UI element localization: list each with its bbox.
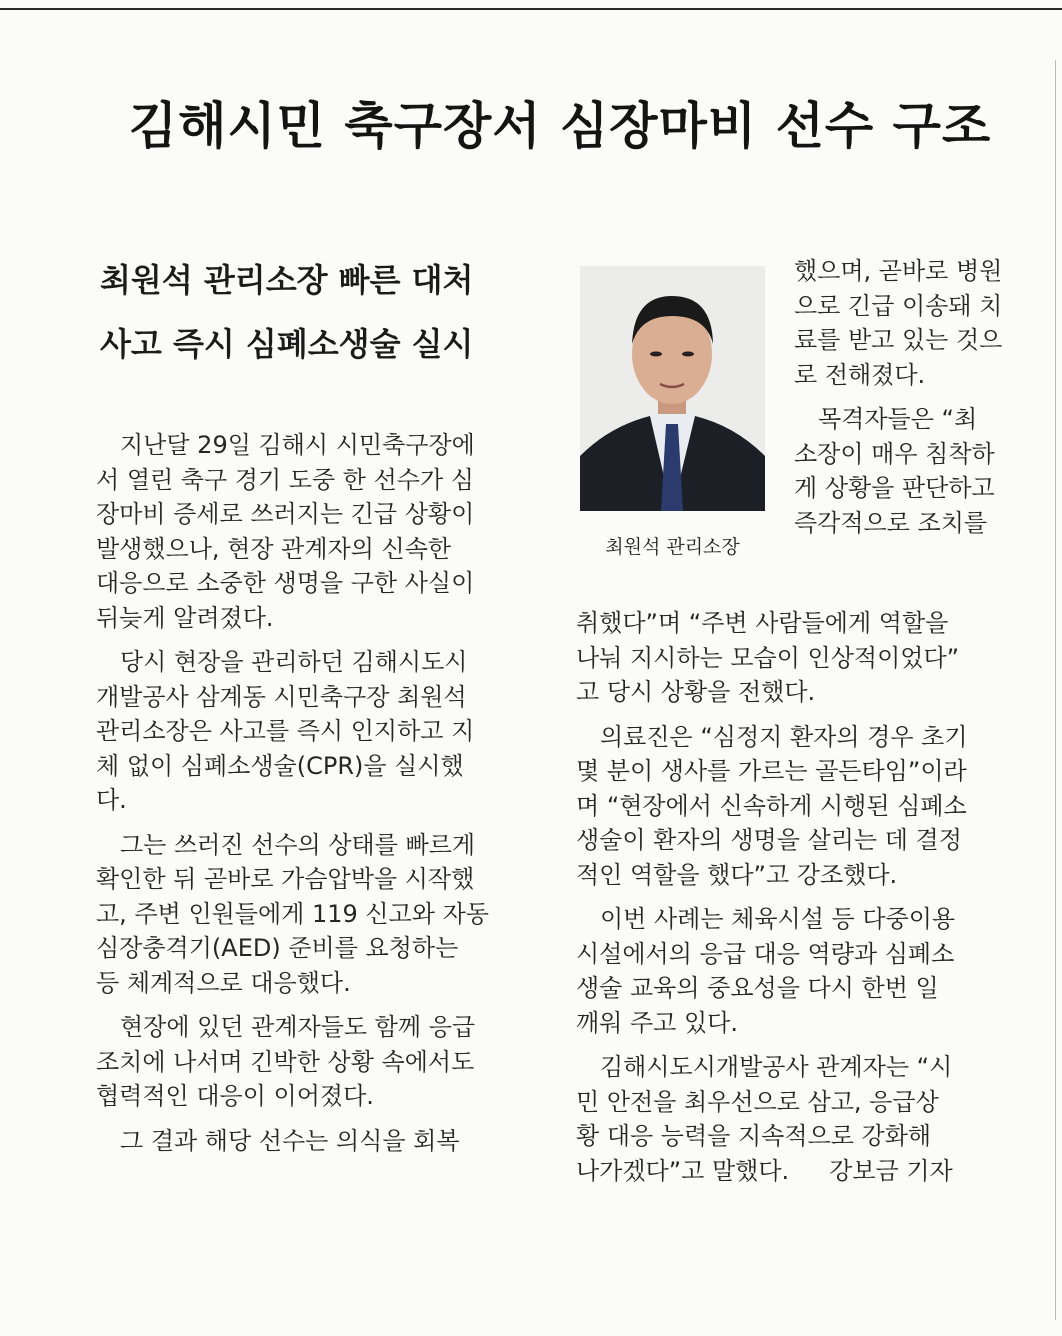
article-line: 나눠 지시하는 모습이 인상적이었다” bbox=[576, 643, 960, 672]
subheads bbox=[100, 248, 560, 376]
article-line: 등 체계적으로 대응했다. bbox=[96, 968, 351, 997]
article-line: 협력적인 대응이 이어졌다. bbox=[96, 1082, 374, 1110]
article-line: 심장충격기(AED) 준비를 요청하는 bbox=[96, 934, 459, 962]
article-line: 몇 분이 생사를 가르는 골든타임”이라 bbox=[576, 757, 967, 785]
article-line: 고 당시 상황을 전했다. bbox=[576, 678, 816, 706]
article-line: 로 전해졌다. bbox=[794, 360, 926, 389]
article-line: 며 “현장에서 신속하게 시행된 심폐소 bbox=[576, 791, 967, 820]
subhead-line-2: 사고 즉시 심폐소생술 실시 bbox=[100, 325, 474, 363]
top-rule bbox=[0, 8, 1062, 10]
paragraph-gap bbox=[96, 1114, 536, 1124]
subhead-line-1: 최원석 관리소장 빠른 대처 bbox=[100, 261, 474, 299]
photo-caption: 최원석 관리소장 bbox=[605, 536, 740, 558]
article-line: 체 없이 심폐소생술(CPR)을 실시했 bbox=[96, 751, 464, 780]
article-line: 장마비 증세로 쓰러지는 긴급 상황이 bbox=[96, 500, 475, 528]
article-line: 깨워 주고 있다. bbox=[576, 1008, 738, 1037]
article-line: 적인 역할을 했다”고 강조했다. bbox=[576, 860, 898, 889]
paragraph-gap bbox=[96, 818, 536, 828]
headline: 김해시민 축구장서 심장마비 선수 구조 bbox=[128, 97, 992, 155]
article-line: 즉각적으로 조치를 bbox=[794, 508, 988, 537]
article-line: 했으며, 곧바로 병원 bbox=[794, 257, 1003, 285]
article-line: 민 안전을 최우선으로 삼고, 응급상 bbox=[576, 1087, 939, 1116]
article-line: 그 결과 해당 선수는 의식을 회복 bbox=[96, 1126, 460, 1155]
article-column-right-top bbox=[794, 254, 1044, 540]
article-column-left bbox=[96, 428, 536, 1158]
article-line: 시설에서의 응급 대응 역량과 심폐소 bbox=[576, 939, 955, 968]
article-line: 김해시도시개발공사 관계자는 “시 bbox=[576, 1053, 953, 1081]
article-line: 조치에 나서며 긴박한 상황 속에서도 bbox=[96, 1047, 475, 1076]
article-line: 으로 긴급 이송돼 치 bbox=[794, 291, 1003, 320]
article-line: 발생했으나, 현장 관계자의 신속한 bbox=[96, 534, 452, 563]
paragraph-gap bbox=[576, 1040, 1026, 1050]
article-line: 생술 교육의 중요성을 다시 한번 일 bbox=[576, 974, 939, 1002]
article-line: 이번 사례는 체육시설 등 다중이용 bbox=[576, 905, 956, 933]
article-line: 취했다”며 “주변 사람들에게 역할을 bbox=[576, 609, 949, 637]
article-line: 서 열린 축구 경기 도중 한 선수가 심 bbox=[96, 465, 474, 494]
article-line: 의료진은 “심정지 환자의 경우 초기 bbox=[576, 722, 968, 751]
article-line: 뒤늦게 알려졌다. bbox=[96, 603, 274, 632]
article-line: 다. bbox=[96, 786, 127, 814]
byline: 강보금 기자 bbox=[829, 1156, 953, 1185]
paragraph-gap bbox=[576, 892, 1026, 902]
article-line: 그는 쓰러진 선수의 상태를 빠르게 bbox=[96, 830, 476, 859]
article-line: 생술이 환자의 생명을 살리는 데 결정 bbox=[576, 826, 962, 854]
article-line: 확인한 뒤 곧바로 가슴압박을 시작했 bbox=[96, 865, 475, 893]
article-line: 관리소장은 사고를 즉시 인지하고 지 bbox=[96, 717, 475, 745]
article-line: 게 상황을 판단하고 bbox=[794, 474, 995, 502]
paragraph-gap bbox=[794, 392, 1044, 402]
paragraph-gap bbox=[96, 1000, 536, 1010]
paragraph-gap bbox=[576, 710, 1026, 720]
article-line: 황 대응 능력을 지속적으로 강화해 bbox=[576, 1122, 932, 1150]
article-line: 료를 받고 있는 것으 bbox=[794, 326, 1003, 354]
article-line: 나가겠다”고 말했다. 강보금 기자 bbox=[576, 1154, 1026, 1189]
article-line: 목격자들은 “최 bbox=[794, 405, 978, 433]
article-line: 개발공사 삼계동 시민축구장 최원석 bbox=[96, 682, 467, 711]
article-line: 당시 현장을 관리하던 김해시도시 bbox=[96, 648, 468, 676]
article-column-right bbox=[576, 606, 1026, 1188]
article-line: 지난달 29일 김해시 시민축구장에 bbox=[96, 431, 475, 459]
article-line: 소장이 매우 침착하 bbox=[794, 439, 995, 468]
article-line: 대응으로 소중한 생명을 구한 사실이 bbox=[96, 569, 475, 597]
paragraph-gap bbox=[96, 635, 536, 645]
article-line: 현장에 있던 관계자들도 함께 응급 bbox=[96, 1013, 476, 1041]
article-line: 고, 주변 인원들에게 119 신고와 자동 bbox=[96, 899, 489, 928]
page-edge bbox=[1055, 60, 1056, 1320]
portrait-photo bbox=[580, 266, 765, 511]
